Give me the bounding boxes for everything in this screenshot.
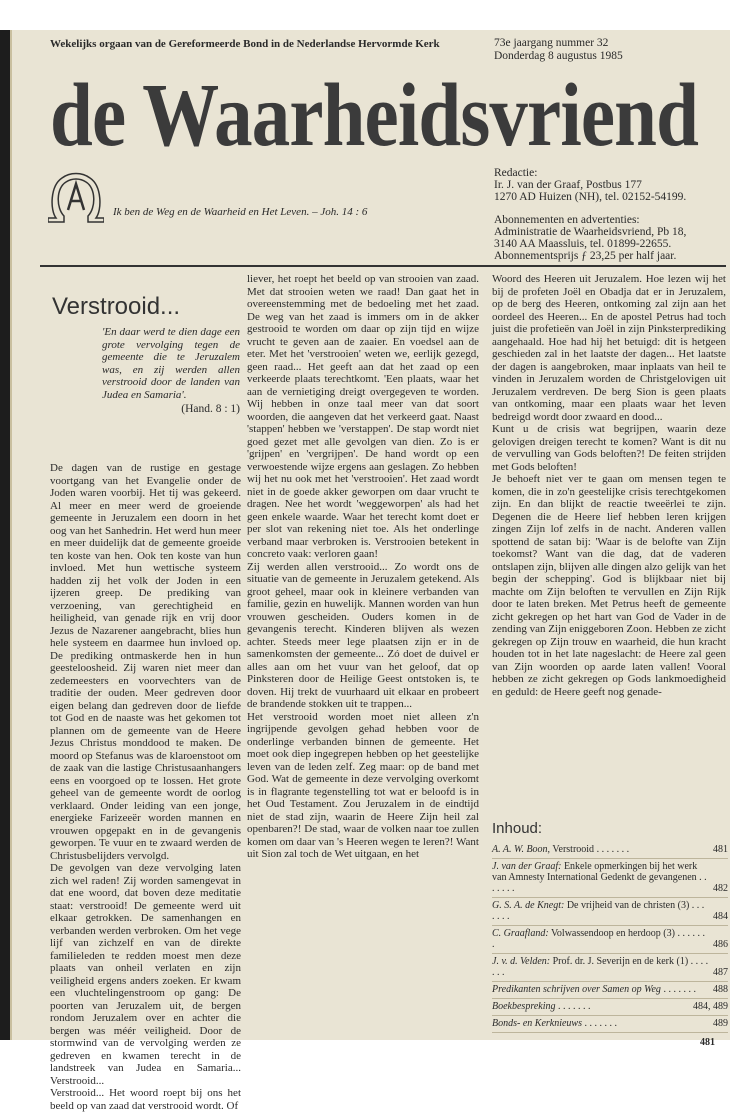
toc-author: Boekbespreking	[492, 1001, 556, 1012]
tagline: Wekelijks orgaan van de Gereformeerde Bond in de Nederlandse Hervormde Kerk	[50, 38, 440, 50]
abonnementen-line: Administratie de Waarheidsvriend, Pb 18,	[494, 225, 687, 238]
toc-item	[492, 859, 728, 898]
abonnementen-line: Abonnementsprijs ƒ 23,25 per half jaar.	[494, 250, 677, 263]
article-column-1	[50, 462, 241, 1112]
paragraph: Verstrooid... Het woord roept bij ons het beeld op van zaad dat verstrooid wordt. Of	[50, 1087, 241, 1112]
paragraph: Je behoeft niet ver te gaan om mensen tegen te komen, die in zo'n geestelijke crisis terechtgekomen zijn. En dan blijkt de reactie tweeërlei te zijn. Degenen die de Heere lief hebben leren krijgen zingen Zijn lof zelfs in de nacht. Anderen vallen spottend de satan bij: 'Waar is de belofte van Zijn toekomst? Want van die dag, dat de vaderen ontslapen zijn, blijven alle dingen alzo gelijk van het begin der schepping'. God is blijkbaar niet bij machte om Zijn beloften te vervullen en Zijn Rijk door te laten breken. Met Petrus heeft de gemeente zicht gekregen op het hart van God de Vader in de zending van Zijn eniggeboren Zoon. Hebben ze zicht gekregen op Zijn trouw en waarheid, die hun kracht houden tot in het late nageslacht: de Heere zal geen van Zijn woorden op aarde laten vallen! Vooral hebben ze zicht gekregen op Gods lankmoedigheid en geduld: de Heere geeft nog genade-	[492, 473, 726, 698]
toc-leader: . . . . . . .	[584, 1018, 617, 1029]
paragraph: liever, het roept het beeld op van strooien van zaad. Met dat strooien weten we raad! Dan gaat het in overeenstemming met de bedoeling met het zaad. De weg van het zaad is immers om in de akker gestrooid te worden om daar op zijn tijd en wijze vrucht te geven aan de zaaier. En voedsel aan de eter. Met het 'verstrooien' weten we, eerlijk gezegd, geen raad... Het geeft aan dat het zaad op een verkeerde plaats terechtkomt. 'Een plaats, waar het aan de vernietiging dreigt overgegeven te worden. Wij hebben in onze taal meer van dat soort woorden, die aangeven dat het verkeerd gaat. Naast 'stappen' hebben we 'verstappen'. De stap wordt niet goed gezet met alle gevolgen van dien. Zo is er 'grijpen' en 'vergrijpen'. De hand wordt op een verwoestende wijze ergens aan geslagen. Zo hebben wij het nu ook met het 'verstrooien'. Het zaad wordt niet in de goede akker geworpen om daar vrucht te dragen. Nee het wordt 'weggeworpen' als had het geen enkele waarde. Waar het terecht komt doet er per slot van rekening niet toe. Als het onderlinge verband maar verbroken is. Verstrooien betekent in concreto vaak: verloren gaan!	[247, 273, 479, 560]
toc-item	[492, 999, 728, 1016]
toc-leader: . . . . . . .	[492, 900, 705, 922]
redactie-line: 1270 AD Huizen (NH), tel. 02152-54199.	[494, 191, 687, 204]
toc-article-title: Verstrooid	[552, 844, 595, 855]
toc-leader: . . . . . . .	[492, 956, 709, 978]
toc-page: 486	[713, 939, 728, 950]
toc-page: 484, 489	[693, 1001, 728, 1012]
toc-item	[492, 898, 728, 926]
toc-author: Predikanten schrijven over Samen op Weg	[492, 984, 661, 995]
contact-info	[494, 167, 686, 262]
abonnementen-line: 3140 AA Maassluis, tel. 01899-22655.	[494, 238, 672, 251]
toc-author: C. Graafland:	[492, 928, 549, 939]
binding-strip	[0, 30, 10, 1040]
redactie-label: Redactie:	[494, 167, 538, 179]
toc-item	[492, 954, 728, 982]
toc-leader: . . . . . . .	[492, 872, 707, 894]
article-title: Verstrooid...	[52, 293, 181, 320]
toc-article-title: De vrijheid van de christen (3)	[566, 900, 690, 911]
toc-leader: . . . . . . .	[558, 1001, 591, 1012]
article-quote: 'En daar werd te dien dage een grote vervolging tegen de gemeente die te Jeruzalem was, en zij werden allen verstrooid door de landen van Judea en Samaria'.	[102, 326, 240, 401]
redactie-line: Ir. J. van der Graaf, Postbus 177	[494, 179, 642, 192]
paragraph: De gevolgen van deze vervolging laten zich wel raden! Zij worden samengevat in dat ene woord, dat boven deze meditatie staat: verstrooid! De gemeente werd uit elkaar getrokken. De samenhangen en verbanden werden verbroken. Om het vege lijf van zichzelf en van de direkte familieleden te redden moest men deze plaats van onheil verlaten en zijn veiligheid ergens anders zoeken. Er kwam een vluchtelingenstroom op gang: De poorten van Jeruzalem uit, de bergen rondom Jeruzalem over en achter die bergen was méér veiligheid. Door de stormwind van de vervolging werden ze gedreven en kwamen terecht in de landstreek van Judea en Samaria... Verstrooid...	[50, 862, 241, 1087]
toc-page: 487	[713, 967, 728, 978]
toc-author: J. van der Graaf:	[492, 861, 562, 872]
toc-item	[492, 1016, 728, 1033]
toc-leader: . . . . . . .	[596, 844, 630, 855]
paragraph: Zij werden allen verstrooid... Zo wordt ons de situatie van de gemeente in Jeruzalem getekend. Als groot geheel, maar ook in kleinere verbanden van familie, gezin en huwelijk. Mannen worden van hun vrouwen gescheiden. Ouders komen in de gevangenis terecht. Kinderen blijven als wezen achter. Steeds meer lege plaatsen zijn er in de samenkomsten der gemeente... Zó doet de duivel er alles aan om het vuur van het geloof, dat op Pinksteren door de Heilige Geest ontstoken is, te doven. Hij trekt de vuurhaard uit elkaar en probeert de brandende stokken uit te trappen...	[247, 560, 479, 710]
toc-page: 489	[713, 1018, 728, 1029]
toc-article-title: Enkele opmerkingen bij het werk van Amnesty International Gedenkt de gevangenen	[492, 861, 698, 883]
abonnementen-label: Abonnementen en advertenties:	[494, 213, 640, 226]
article-column-3	[492, 273, 726, 698]
toc-leader: . . . . . . .	[663, 984, 696, 995]
header-divider	[40, 265, 726, 267]
toc-item	[492, 982, 728, 999]
toc-article-title: Volwassendoop en herdoop (3)	[551, 928, 675, 939]
issue-number: 73e jaargang nummer 32	[494, 37, 609, 49]
masthead: de Waarheidsvriend	[50, 66, 699, 165]
quote-reference: (Hand. 8 : 1)	[181, 403, 240, 415]
toc-author: A. A. W. Boon,	[492, 844, 551, 855]
toc-article-title: Prof. dr. J. Severijn en de kerk (1)	[552, 956, 689, 967]
paragraph: Kunt u de crisis wat begrijpen, waarin deze gelovigen dreigen terecht te komen? Want is dit nu de vervulling van Gods beloften?! De feiten strijden met Gods beloften!	[492, 423, 726, 473]
toc-title: Inhoud:	[492, 820, 543, 837]
motto: Ik ben de Weg en de Waarheid en Het Leven. – Joh. 14 : 6	[113, 206, 368, 218]
toc-item	[492, 842, 728, 859]
toc-page: 488	[713, 984, 728, 995]
table-of-contents	[492, 820, 728, 1033]
article-column-2	[247, 273, 479, 861]
alpha-omega-logo-icon	[48, 172, 104, 224]
issue-date: Donderdag 8 augustus 1985	[494, 49, 623, 62]
toc-item	[492, 926, 728, 954]
toc-author: Bonds- en Kerknieuws	[492, 1018, 582, 1029]
toc-leader: . . . . . . .	[492, 928, 705, 950]
paragraph: Het verstrooid worden moet niet alleen z'n ingrijpende gevolgen gehad hebben voor de onderlinge verbanden binnen de gemeente. Het moet ook diep ingegrepen hebben op het geestelijke leven van de leden zelf. Zeg maar: op de band met God. Wat de gemeente in deze vervolging overkomt is in flagrante tegenstelling tot wat er beloofd is in het Oud Testament. Zou Jeruzalem in de eindtijd niet de stad zijn, waarin de Heere Zijn heil zal openbaren?! De stad, waar de volken naar toe zullen komen om daar van 's Heeren wegen te leren?! Want uit Sion zal toch de Wet uitgaan, en het	[247, 710, 479, 860]
toc-author: G. S. A. de Knegt:	[492, 900, 565, 911]
toc-page: 482	[713, 883, 728, 894]
paragraph: De dagen van de rustige en gestage voortgang van het Evangelie onder de Joden waren voorbij. Het tij was gekeerd. Al meer en meer werd de groeiende gemeente in Jeruzalem een doorn in het oog van het Sanhedrin. Het werd hun meer en meer duidelijk dat de gemeente groeide ten koste van hen. Ook ten koste van hun invloed. Met hun wettische systeem hadden zij het volk der Joden in een ijzeren greep. De prediking van verzoening, van gerechtigheid en heiligheid, van genade rijk en vrij door Jezus de Nazarener aangebracht, blies hun hele systeem en daarmee hun invloed op. De prediking ontmaskerde hen in hun geesteloosheid. Zij waren niet meer dan zedemeesters en voorvechters van de traditie der ouden. Meer gedreven door eigen belang dan gedreven door de liefde tot God en de naaste was het gekomen tot plannen om de gemeente van de Heere Jezus Christus monddood te maken. De moord op Stefanus was de klaroenstoot om de zaak van die lastige Christusaanhangers eens en voorgoed op te lossen. Het grote geheel van de gemeente wordt de oorlog verklaard. Onder leiding van een jonge, energieke Farizeeër worden mannen en vrouwen opgepakt en in de gevangenis geworpen. Te vuur en te zwaard werden de Christusbelijders vervolgd.	[50, 462, 241, 862]
toc-author: J. v. d. Velden:	[492, 956, 551, 967]
toc-page: 484	[713, 911, 728, 922]
issue-info	[494, 37, 623, 62]
toc-page: 481	[713, 844, 728, 855]
paragraph: Woord des Heeren uit Jeruzalem. Hoe lezen wij het bij de profeten Joël en Obadja dat er in Jeruzalem, op de berg des Heeren, ontkoming zal zijn aan het oordeel des Heeren... En de apostel Petrus had toch juist die profetieën van Joël in zijn Pinksterprediking aangehaald. Hoe had hij het betuigd: dit is hetgeen geschieden zal in het laatste der dagen... Het laatste der dagen is aangebroken, maar inplaats van heil te vinden in Jeruzalem worden de Christgelovigen uit Jeruzalem verdreven. De berg Sion is geen plaats van ontkoming, maar een plaats waar het leven bedreigd wordt door zwaard en dood...	[492, 273, 726, 423]
page-number: 481	[700, 1037, 715, 1048]
